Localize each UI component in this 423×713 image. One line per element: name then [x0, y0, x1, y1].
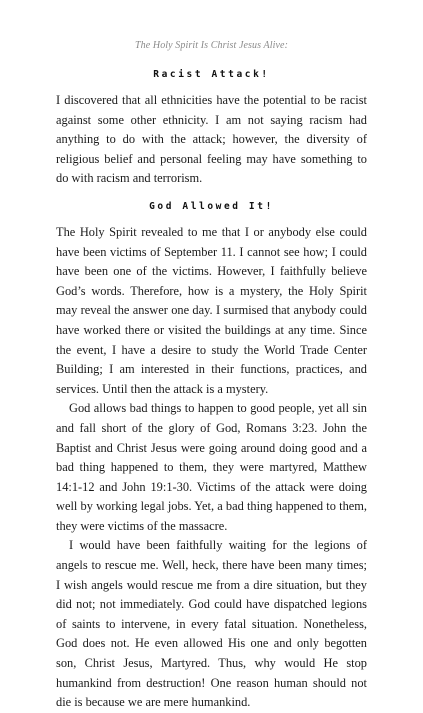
running-header: The Holy Spirit Is Christ Jesus Alive: [134, 40, 289, 51]
paragraph: The Holy Spirit revealed to me that I or anybody else could have been victims of September 11. I cannot see how; I could have been one of the victims. However, I faithfully believe God’s words. Therefore, how is a mystery, the Holy Spirit may reveal the answer one day. I surmised that anybody could have worked there or visited the buildings at any time. Since the event, I have a desire to study the World Trade Center Building; I am interested in their functions, practices, and services. Until then the attack is a mystery. [56, 224, 367, 396]
paragraph: God allows bad things to happen to good people, yet all sin and fall short of the glory of God, Romans 3:23. John the Baptist and Christ Jesus were going around doing good and a bad thing happened to them, they were martyred, Matthew 14:1-12 and John 19:1-30. Victims of the attack were doing well by working legal jobs. Yet, a bad thing happened to them, they were victims of the massacre. [56, 401, 367, 533]
paragraph: I discovered that all ethnicities have the potential to be racist against some other ethnicity. I am not saying racism had anything to do with the attack; however, the diversity of religious belief and personal feeling may have something to do with racism and terrorism. [56, 93, 367, 186]
section-heading-god-allowed-it: God Allowed It! [149, 200, 274, 212]
section-heading-racist-attack: Racist Attack! [153, 69, 270, 80]
book-page [56, 40, 367, 713]
paragraph: I would have been faithfully waiting for the legions of angels to rescue me. Well, heck, there have been many times; I wish angels would rescue me from a dire situation, but they did not; not immediately. God could have dispatched legions of saints to intervene, in every fatal situation. Nonetheless, God does not. He even allowed His one and only begotten son, Christ Jesus, Martyred. Thus, why would He stop humankind from destruction! One reason human should not die is because we are mere humankind. [56, 538, 367, 710]
